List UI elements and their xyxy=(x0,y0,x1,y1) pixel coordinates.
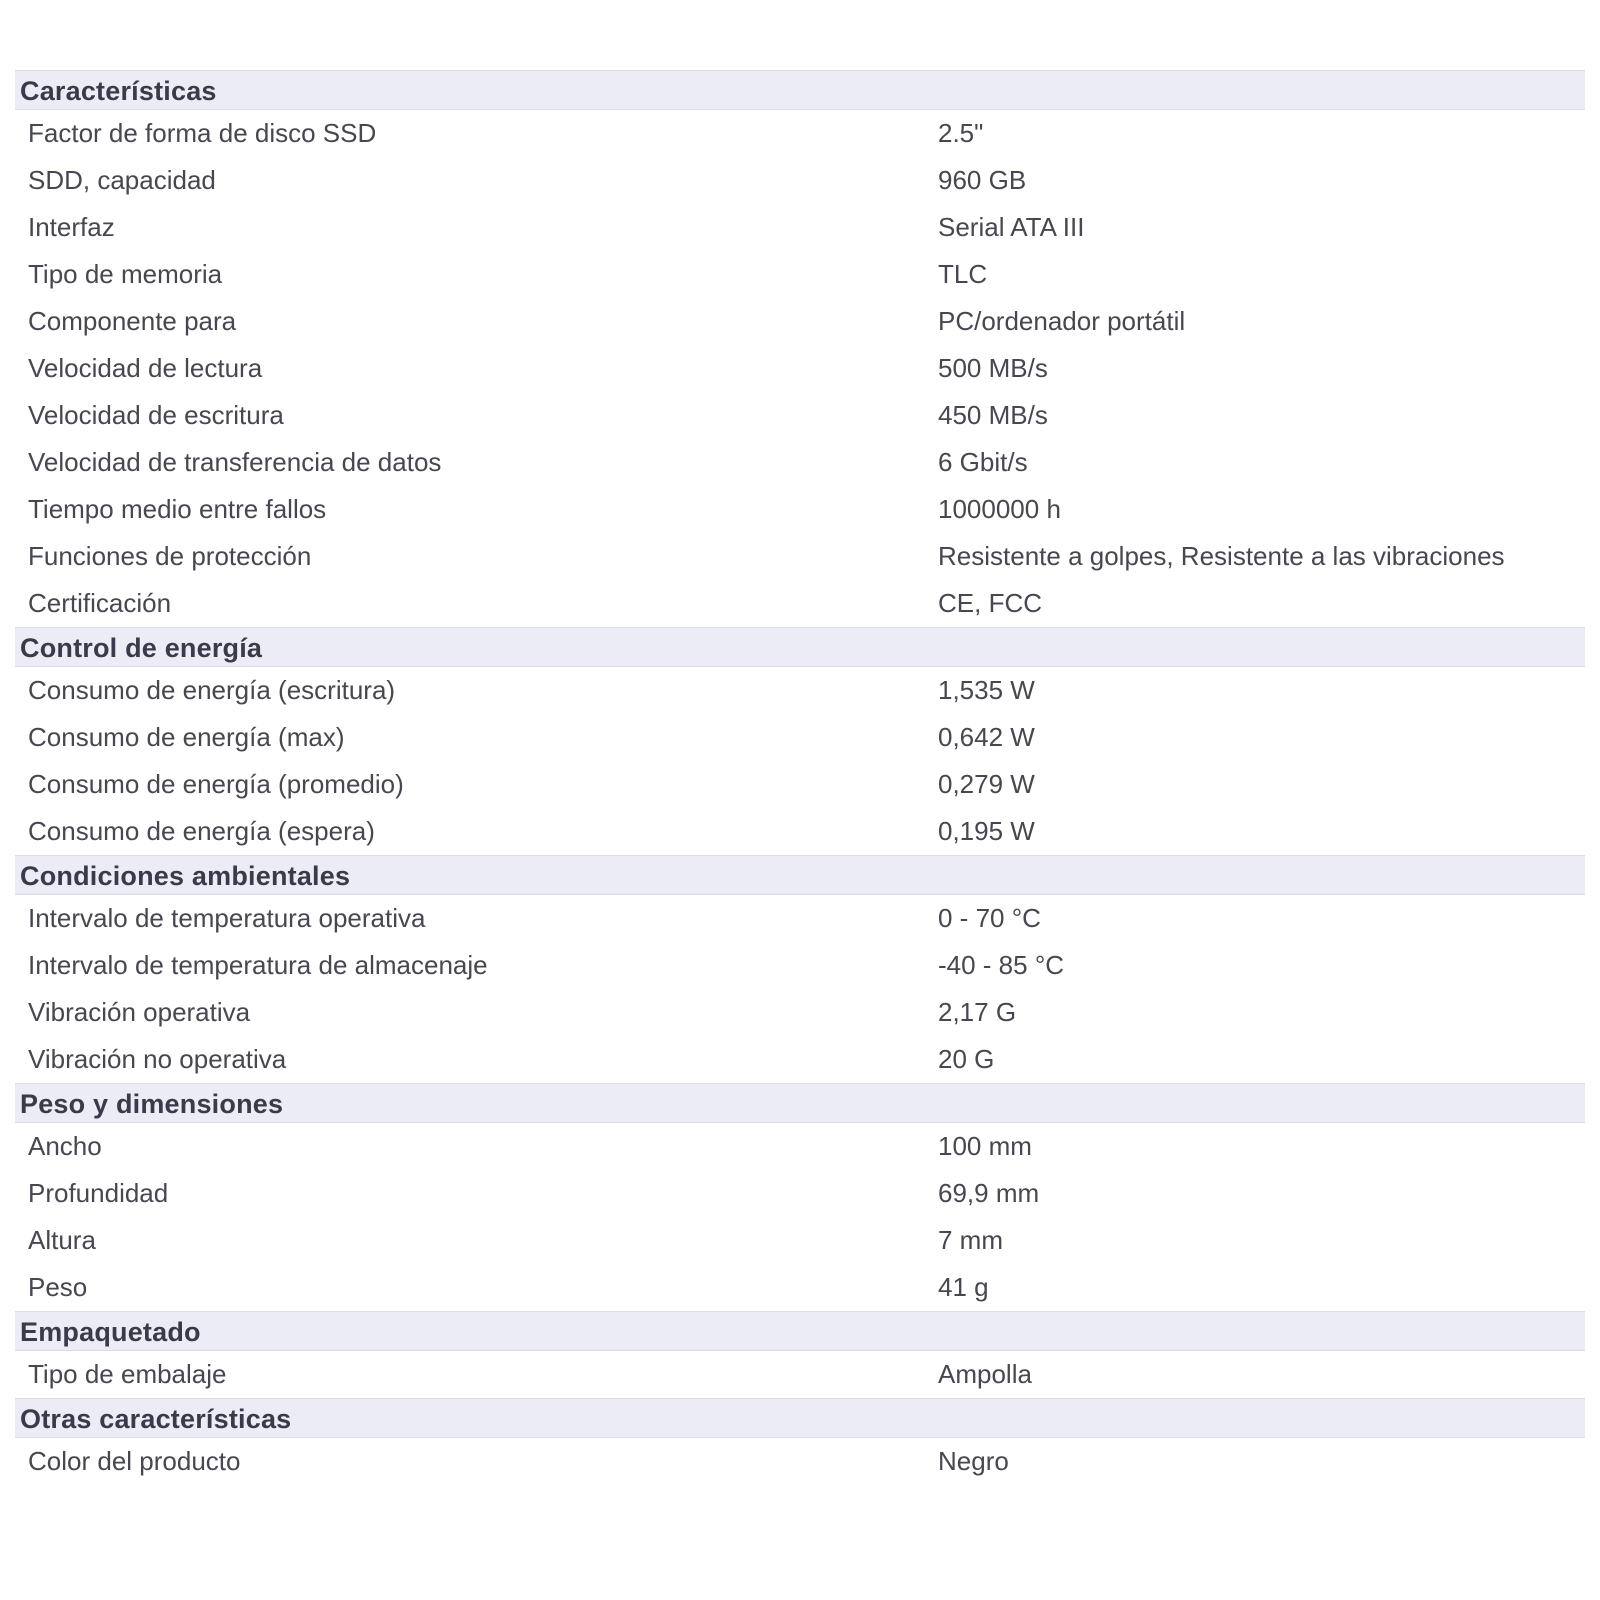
spec-label: Peso xyxy=(28,1272,88,1302)
spec-label: Intervalo de temperatura operativa xyxy=(28,903,426,933)
spec-value: 960 GB xyxy=(938,165,1027,195)
spec-label: Consumo de energía (espera) xyxy=(28,816,375,846)
spec-label: Consumo de energía (max) xyxy=(28,722,345,752)
spec-value: Resistente a golpes, Resistente a las vibraciones xyxy=(938,541,1505,571)
spec-value: CE, FCC xyxy=(938,588,1042,618)
spec-row xyxy=(15,1264,1585,1311)
spec-label: Velocidad de escritura xyxy=(28,400,284,430)
spec-row xyxy=(15,1036,1585,1083)
spec-row xyxy=(15,808,1585,855)
spec-value: -40 - 85 °C xyxy=(938,950,1065,980)
spec-row xyxy=(15,761,1585,808)
spec-row xyxy=(15,580,1585,627)
spec-value: 0,279 W xyxy=(938,769,1035,799)
spec-row xyxy=(15,345,1585,392)
spec-label: Color del producto xyxy=(28,1446,241,1476)
spec-label: Certificación xyxy=(28,588,172,618)
spec-value: Ampolla xyxy=(938,1359,1032,1389)
spec-label: Consumo de energía (escritura) xyxy=(28,675,396,705)
spec-row xyxy=(15,251,1585,298)
spec-label: Velocidad de lectura xyxy=(28,353,263,383)
spec-row xyxy=(15,204,1585,251)
spec-row xyxy=(15,533,1585,580)
spec-value: 41 g xyxy=(938,1272,989,1302)
section-header: Control de energía xyxy=(15,627,1585,667)
spec-value: 0,642 W xyxy=(938,722,1035,752)
spec-row xyxy=(15,1170,1585,1217)
spec-value: 2,17 G xyxy=(938,997,1017,1027)
spec-table xyxy=(15,70,1585,1485)
spec-label: Factor de forma de disco SSD xyxy=(28,118,377,148)
spec-value: 69,9 mm xyxy=(938,1178,1040,1208)
spec-label: Tipo de embalaje xyxy=(28,1359,227,1389)
spec-row xyxy=(15,667,1585,714)
spec-value: 1,535 W xyxy=(938,675,1035,705)
spec-value: 7 mm xyxy=(938,1225,1003,1255)
spec-label: Consumo de energía (promedio) xyxy=(28,769,404,799)
spec-label: Funciones de protección xyxy=(28,541,312,571)
spec-row xyxy=(15,714,1585,761)
spec-row xyxy=(15,298,1585,345)
spec-row xyxy=(15,392,1585,439)
spec-value: 0,195 W xyxy=(938,816,1035,846)
spec-value: Negro xyxy=(938,1446,1009,1476)
section-header: Otras características xyxy=(15,1398,1585,1438)
spec-label: Altura xyxy=(28,1225,96,1255)
spec-row xyxy=(15,486,1585,533)
spec-value: 450 MB/s xyxy=(938,400,1048,430)
spec-label: Tiempo medio entre fallos xyxy=(28,494,327,524)
spec-label: Profundidad xyxy=(28,1178,169,1208)
spec-label: Velocidad de transferencia de datos xyxy=(28,447,442,477)
spec-label: Ancho xyxy=(28,1131,102,1161)
spec-label: Vibración operativa xyxy=(28,997,251,1027)
spec-row xyxy=(15,439,1585,486)
spec-row xyxy=(15,895,1585,942)
spec-label: Vibración no operativa xyxy=(28,1044,287,1074)
spec-value: 0 - 70 °C xyxy=(938,903,1041,933)
spec-row xyxy=(15,1123,1585,1170)
spec-value: 6 Gbit/s xyxy=(938,447,1028,477)
spec-value: 20 G xyxy=(938,1044,995,1074)
spec-value: TLC xyxy=(938,259,988,289)
spec-value: 500 MB/s xyxy=(938,353,1048,383)
spec-value: 1000000 h xyxy=(938,494,1061,524)
spec-row xyxy=(15,989,1585,1036)
section-header: Características xyxy=(15,70,1585,110)
spec-row xyxy=(15,157,1585,204)
spec-row xyxy=(15,1438,1585,1485)
section-header: Empaquetado xyxy=(15,1311,1585,1351)
spec-value: 2.5" xyxy=(938,118,984,148)
spec-value: 100 mm xyxy=(938,1131,1032,1161)
spec-label: Interfaz xyxy=(28,212,115,242)
spec-row xyxy=(15,1217,1585,1264)
spec-label: SDD, capacidad xyxy=(28,165,216,195)
spec-row xyxy=(15,1351,1585,1398)
spec-label: Componente para xyxy=(28,306,237,336)
spec-row xyxy=(15,942,1585,989)
spec-label: Tipo de memoria xyxy=(28,259,223,289)
spec-row xyxy=(15,110,1585,157)
section-header: Condiciones ambientales xyxy=(15,855,1585,895)
section-header: Peso y dimensiones xyxy=(15,1083,1585,1123)
spec-value: PC/ordenador portátil xyxy=(938,306,1186,336)
spec-label: Intervalo de temperatura de almacenaje xyxy=(28,950,488,980)
spec-value: Serial ATA III xyxy=(938,212,1085,242)
